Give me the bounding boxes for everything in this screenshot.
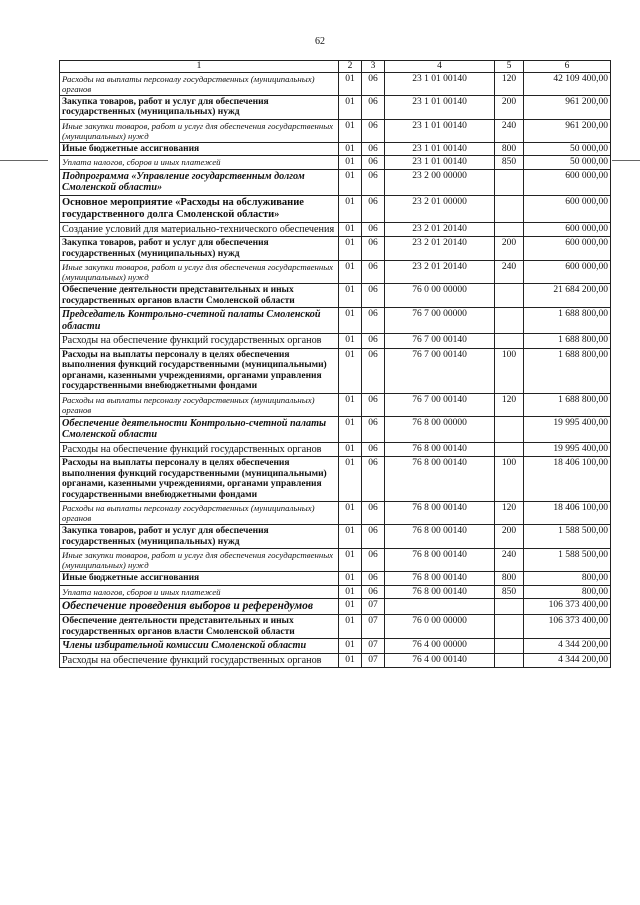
row-amount-cell: 1 588 500,00	[524, 549, 611, 572]
row-amount-cell: 1 688 800,00	[524, 348, 611, 393]
row-section-cell: 01	[339, 284, 362, 308]
row-target-code-cell: 23 1 01 00140	[385, 119, 495, 142]
row-section-cell: 01	[339, 416, 362, 442]
table-row	[60, 525, 611, 549]
row-subsection-cell: 06	[362, 572, 385, 586]
row-subsection-cell: 06	[362, 156, 385, 170]
row-name-cell: Расходы на выплаты персоналу государственных (муниципальных) органов	[60, 502, 339, 525]
row-amount-cell: 106 373 400,00	[524, 615, 611, 639]
row-subsection-cell: 06	[362, 261, 385, 284]
row-subsection-cell: 06	[362, 416, 385, 442]
table-row	[60, 393, 611, 416]
row-target-code-cell: 23 2 01 20140	[385, 222, 495, 237]
row-amount-cell: 42 109 400,00	[524, 72, 611, 95]
row-amount-cell: 1 688 800,00	[524, 393, 611, 416]
row-expense-type-cell: 850	[495, 585, 524, 599]
row-expense-type-cell: 850	[495, 156, 524, 170]
row-name-cell: Обеспечение деятельности Контрольно-счетной палаты Смоленской области	[60, 416, 339, 442]
row-amount-cell: 50 000,00	[524, 142, 611, 156]
row-name-cell: Расходы на выплаты персоналу в целях обеспечения выполнения функций государственными (муниципальными) органами, казенными учреждениями, органами управления государственными внебюджетными фондами	[60, 348, 339, 393]
row-target-code-cell: 76 8 00 00140	[385, 525, 495, 549]
row-section-cell: 01	[339, 572, 362, 586]
row-section-cell: 01	[339, 169, 362, 195]
row-amount-cell: 800,00	[524, 585, 611, 599]
row-subsection-cell: 06	[362, 457, 385, 502]
row-expense-type-cell	[495, 334, 524, 349]
row-expense-type-cell: 800	[495, 142, 524, 156]
row-name-cell: Расходы на выплаты персоналу государственных (муниципальных) органов	[60, 393, 339, 416]
row-subsection-cell: 06	[362, 393, 385, 416]
row-section-cell: 01	[339, 653, 362, 668]
row-section-cell: 01	[339, 442, 362, 457]
table-row	[60, 615, 611, 639]
row-expense-type-cell	[495, 308, 524, 334]
row-expense-type-cell: 200	[495, 525, 524, 549]
table-row	[60, 308, 611, 334]
row-target-code-cell: 76 8 00 00140	[385, 572, 495, 586]
row-expense-type-cell	[495, 416, 524, 442]
row-name-cell: Расходы на обеспечение функций государственных органов	[60, 334, 339, 349]
table-row	[60, 502, 611, 525]
row-amount-cell: 50 000,00	[524, 156, 611, 170]
table-row	[60, 195, 611, 222]
column-header: 3	[362, 61, 385, 73]
row-section-cell: 01	[339, 72, 362, 95]
row-target-code-cell: 76 8 00 00000	[385, 416, 495, 442]
row-target-code-cell: 76 7 00 00000	[385, 308, 495, 334]
row-name-cell: Расходы на обеспечение функций государственных органов	[60, 653, 339, 668]
row-expense-type-cell: 800	[495, 572, 524, 586]
row-target-code-cell: 76 7 00 00140	[385, 334, 495, 349]
budget-table	[59, 60, 611, 668]
row-expense-type-cell	[495, 639, 524, 654]
row-target-code-cell: 76 8 00 00140	[385, 502, 495, 525]
row-section-cell: 01	[339, 142, 362, 156]
table-row	[60, 169, 611, 195]
row-section-cell: 01	[339, 525, 362, 549]
row-expense-type-cell: 240	[495, 119, 524, 142]
table-row	[60, 222, 611, 237]
row-amount-cell: 961 200,00	[524, 95, 611, 119]
column-header: 6	[524, 61, 611, 73]
table-row	[60, 156, 611, 170]
row-amount-cell: 18 406 100,00	[524, 457, 611, 502]
table-row	[60, 599, 611, 615]
table-row	[60, 585, 611, 599]
row-amount-cell: 4 344 200,00	[524, 639, 611, 654]
table-row	[60, 572, 611, 586]
table-row	[60, 119, 611, 142]
row-name-cell: Подпрограмма «Управление государственным долгом Смоленской области»	[60, 169, 339, 195]
row-target-code-cell: 23 1 01 00140	[385, 72, 495, 95]
table-row	[60, 639, 611, 654]
row-section-cell: 01	[339, 502, 362, 525]
row-name-cell: Председатель Контрольно-счетной палаты Смоленской области	[60, 308, 339, 334]
row-name-cell: Расходы на выплаты персоналу государственных (муниципальных) органов	[60, 72, 339, 95]
row-target-code-cell: 23 2 00 00000	[385, 169, 495, 195]
row-subsection-cell: 06	[362, 72, 385, 95]
row-subsection-cell: 06	[362, 222, 385, 237]
row-expense-type-cell	[495, 653, 524, 668]
row-section-cell: 01	[339, 457, 362, 502]
row-name-cell: Обеспечение деятельности представительных и иных государственных органов власти Смоленской области	[60, 284, 339, 308]
row-section-cell: 01	[339, 95, 362, 119]
row-name-cell: Иные закупки товаров, работ и услуг для обеспечения государственных (муниципальных) нужд	[60, 549, 339, 572]
row-expense-type-cell: 240	[495, 261, 524, 284]
row-name-cell: Закупка товаров, работ и услуг для обеспечения государственных (муниципальных) нужд	[60, 525, 339, 549]
row-subsection-cell: 06	[362, 549, 385, 572]
table-row	[60, 348, 611, 393]
table-row	[60, 142, 611, 156]
row-expense-type-cell: 100	[495, 457, 524, 502]
row-name-cell: Расходы на обеспечение функций государственных органов	[60, 442, 339, 457]
scan-mark-right	[612, 160, 640, 161]
row-subsection-cell: 06	[362, 195, 385, 222]
row-subsection-cell: 06	[362, 585, 385, 599]
row-section-cell: 01	[339, 585, 362, 599]
row-amount-cell: 19 995 400,00	[524, 416, 611, 442]
row-amount-cell: 600 000,00	[524, 261, 611, 284]
row-section-cell: 01	[339, 393, 362, 416]
row-name-cell: Создание условий для материально-технического обеспечения	[60, 222, 339, 237]
row-subsection-cell: 06	[362, 442, 385, 457]
row-section-cell: 01	[339, 222, 362, 237]
row-subsection-cell: 06	[362, 334, 385, 349]
row-target-code-cell: 23 1 01 00140	[385, 156, 495, 170]
table-row	[60, 442, 611, 457]
row-target-code-cell: 23 2 01 00000	[385, 195, 495, 222]
row-name-cell: Закупка товаров, работ и услуг для обеспечения государственных (муниципальных) нужд	[60, 95, 339, 119]
row-subsection-cell: 06	[362, 169, 385, 195]
table-row	[60, 237, 611, 261]
row-expense-type-cell: 120	[495, 72, 524, 95]
row-amount-cell: 106 373 400,00	[524, 599, 611, 615]
table-row	[60, 416, 611, 442]
row-subsection-cell: 06	[362, 142, 385, 156]
row-amount-cell: 19 995 400,00	[524, 442, 611, 457]
row-target-code-cell: 23 2 01 20140	[385, 261, 495, 284]
row-target-code-cell	[385, 599, 495, 615]
column-header: 1	[60, 61, 339, 73]
row-target-code-cell: 76 7 00 00140	[385, 393, 495, 416]
row-amount-cell: 1 588 500,00	[524, 525, 611, 549]
row-name-cell: Уплата налогов, сборов и иных платежей	[60, 585, 339, 599]
row-name-cell: Обеспечение деятельности представительных и иных государственных органов власти Смоленской области	[60, 615, 339, 639]
row-section-cell: 01	[339, 119, 362, 142]
row-amount-cell: 1 688 800,00	[524, 308, 611, 334]
row-target-code-cell: 76 0 00 00000	[385, 284, 495, 308]
row-name-cell: Расходы на выплаты персоналу в целях обеспечения выполнения функций государственными (муниципальными) органами, казенными учреждениями, органами управления государственными внебюджетными фондами	[60, 457, 339, 502]
table-row	[60, 95, 611, 119]
table-row	[60, 72, 611, 95]
row-section-cell: 01	[339, 615, 362, 639]
row-section-cell: 01	[339, 334, 362, 349]
row-target-code-cell: 76 4 00 00140	[385, 653, 495, 668]
row-section-cell: 01	[339, 639, 362, 654]
row-amount-cell: 600 000,00	[524, 195, 611, 222]
table-row	[60, 653, 611, 668]
table-header-row	[60, 61, 611, 73]
row-subsection-cell: 07	[362, 599, 385, 615]
row-subsection-cell: 07	[362, 653, 385, 668]
row-expense-type-cell: 200	[495, 95, 524, 119]
row-target-code-cell: 76 8 00 00140	[385, 585, 495, 599]
row-target-code-cell: 76 8 00 00140	[385, 457, 495, 502]
row-subsection-cell: 06	[362, 237, 385, 261]
row-expense-type-cell: 100	[495, 348, 524, 393]
row-expense-type-cell: 200	[495, 237, 524, 261]
row-amount-cell: 600 000,00	[524, 222, 611, 237]
row-section-cell: 01	[339, 599, 362, 615]
table-row	[60, 284, 611, 308]
row-name-cell: Иные бюджетные ассигнования	[60, 142, 339, 156]
row-target-code-cell: 23 1 01 00140	[385, 95, 495, 119]
row-expense-type-cell: 120	[495, 393, 524, 416]
row-name-cell: Закупка товаров, работ и услуг для обеспечения государственных (муниципальных) нужд	[60, 237, 339, 261]
table-row	[60, 549, 611, 572]
row-expense-type-cell	[495, 222, 524, 237]
row-section-cell: 01	[339, 237, 362, 261]
row-expense-type-cell	[495, 442, 524, 457]
row-subsection-cell: 06	[362, 502, 385, 525]
row-target-code-cell: 23 1 01 00140	[385, 142, 495, 156]
row-amount-cell: 961 200,00	[524, 119, 611, 142]
row-target-code-cell: 76 0 00 00000	[385, 615, 495, 639]
row-amount-cell: 600 000,00	[524, 169, 611, 195]
row-expense-type-cell	[495, 284, 524, 308]
row-name-cell: Иные закупки товаров, работ и услуг для обеспечения государственных (муниципальных) нужд	[60, 261, 339, 284]
table-row	[60, 457, 611, 502]
row-amount-cell: 4 344 200,00	[524, 653, 611, 668]
row-expense-type-cell: 120	[495, 502, 524, 525]
row-subsection-cell: 06	[362, 119, 385, 142]
row-subsection-cell: 06	[362, 284, 385, 308]
row-subsection-cell: 06	[362, 95, 385, 119]
row-expense-type-cell: 240	[495, 549, 524, 572]
table-row	[60, 261, 611, 284]
row-target-code-cell: 76 8 00 00140	[385, 442, 495, 457]
row-amount-cell: 21 684 200,00	[524, 284, 611, 308]
table-body	[60, 72, 611, 668]
row-section-cell: 01	[339, 261, 362, 284]
row-name-cell: Иные бюджетные ассигнования	[60, 572, 339, 586]
row-target-code-cell: 23 2 01 20140	[385, 237, 495, 261]
row-amount-cell: 800,00	[524, 572, 611, 586]
row-subsection-cell: 06	[362, 348, 385, 393]
row-target-code-cell: 76 4 00 00000	[385, 639, 495, 654]
row-expense-type-cell	[495, 615, 524, 639]
row-subsection-cell: 06	[362, 525, 385, 549]
row-name-cell: Члены избирательной комиссии Смоленской области	[60, 639, 339, 654]
row-name-cell: Обеспечение проведения выборов и референдумов	[60, 599, 339, 615]
row-section-cell: 01	[339, 549, 362, 572]
scan-mark-left	[0, 160, 48, 161]
row-target-code-cell: 76 8 00 00140	[385, 549, 495, 572]
row-subsection-cell: 07	[362, 615, 385, 639]
row-section-cell: 01	[339, 308, 362, 334]
row-name-cell: Уплата налогов, сборов и иных платежей	[60, 156, 339, 170]
row-section-cell: 01	[339, 348, 362, 393]
row-name-cell: Иные закупки товаров, работ и услуг для обеспечения государственных (муниципальных) нужд	[60, 119, 339, 142]
row-expense-type-cell	[495, 599, 524, 615]
row-subsection-cell: 07	[362, 639, 385, 654]
row-amount-cell: 1 688 800,00	[524, 334, 611, 349]
column-header: 4	[385, 61, 495, 73]
row-section-cell: 01	[339, 156, 362, 170]
row-subsection-cell: 06	[362, 308, 385, 334]
row-name-cell: Основное мероприятие «Расходы на обслуживание государственного долга Смоленской области»	[60, 195, 339, 222]
column-header: 5	[495, 61, 524, 73]
table-row	[60, 334, 611, 349]
row-expense-type-cell	[495, 195, 524, 222]
row-amount-cell: 18 406 100,00	[524, 502, 611, 525]
row-expense-type-cell	[495, 169, 524, 195]
column-header: 2	[339, 61, 362, 73]
page-number: 62	[315, 36, 325, 47]
row-section-cell: 01	[339, 195, 362, 222]
row-amount-cell: 600 000,00	[524, 237, 611, 261]
row-target-code-cell: 76 7 00 00140	[385, 348, 495, 393]
